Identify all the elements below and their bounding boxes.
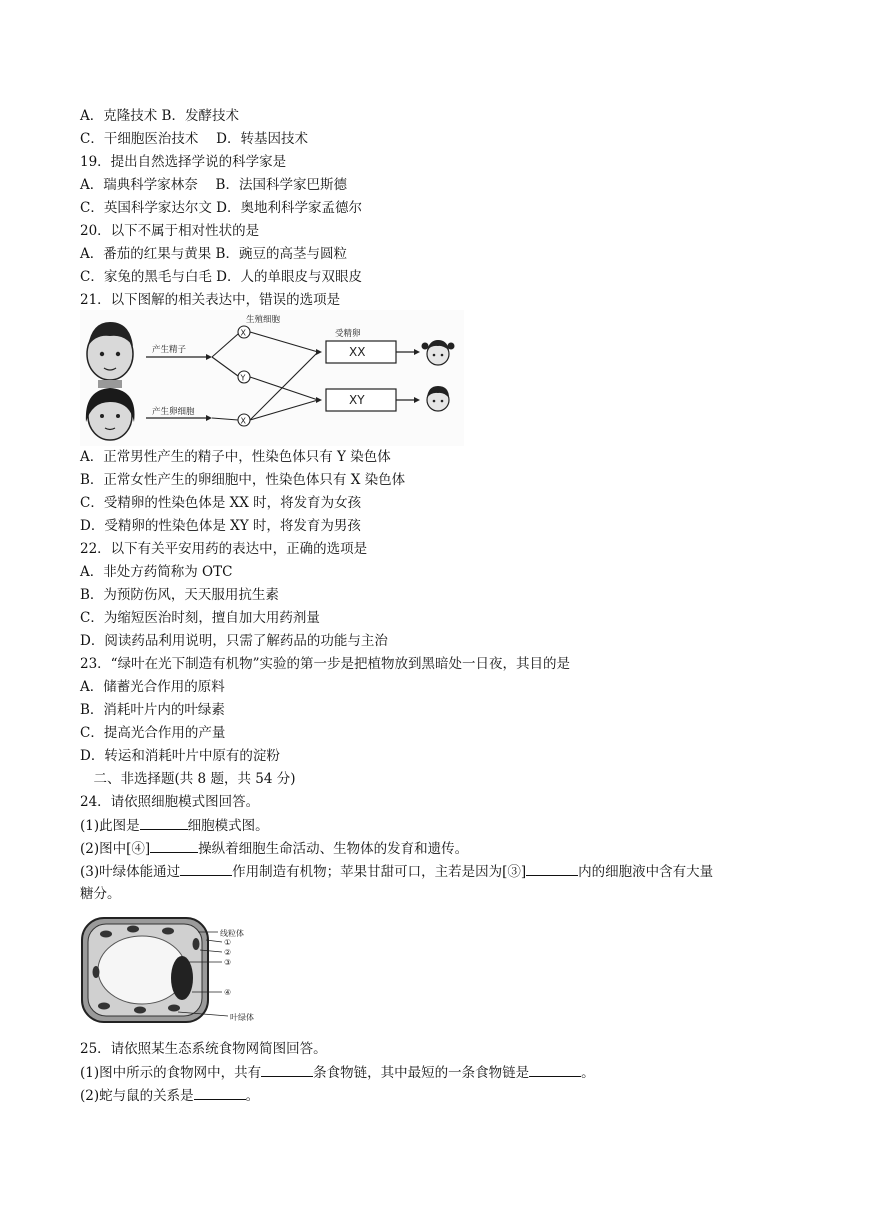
q22-option-c: C．为缩短医治时刻，擅自加大用药剂量 <box>80 610 320 626</box>
boy-face-icon <box>427 386 449 411</box>
q21-stem: 21．以下图解的相关表达中，错误的选项是 <box>80 292 341 308</box>
q24-blank-4[interactable] <box>526 861 578 876</box>
sex-determination-figure <box>80 310 464 446</box>
plant-cell-figure <box>78 912 268 1030</box>
zygote-xy-box: XY <box>349 393 365 407</box>
q23-option-c: C．提高光合作用的产量 <box>80 725 226 741</box>
q24-part3-continued: 糖分。 <box>80 886 121 902</box>
q24-part3 <box>80 861 713 882</box>
q24-blank-1[interactable] <box>140 815 188 830</box>
label-3: ③ <box>224 958 232 967</box>
label-2: ② <box>224 948 232 957</box>
q24-stem: 24．请依照细胞模式图回答。 <box>80 794 260 810</box>
q19-options-ab: A．瑞典科学家林奈 B．法国科学家巴斯德 <box>80 177 347 193</box>
q24-part3-suffix: 内的细胞液中含有大量 <box>578 864 714 880</box>
germ-cell-label: 生殖细胞 <box>246 315 281 325</box>
q22-option-d: D．阅读药品利用说明，只需了解药品的功能与主治 <box>80 633 388 649</box>
mitochondria-label: 线粒体 <box>220 929 244 938</box>
produce-sperm-label: 产生精子 <box>152 345 187 355</box>
q24-part1 <box>80 815 269 836</box>
q25-part1 <box>80 1062 595 1083</box>
q25-part1-suffix: 。 <box>581 1065 595 1081</box>
q21-option-b: B．正常女性产生的卵细胞中，性染色体只有 X 染色体 <box>80 472 406 488</box>
q23-stem: 23．“绿叶在光下制造有机物”实验的第一步是把植物放到黑暗处一日夜，其目的是 <box>80 656 570 672</box>
q21-option-c: C．受精卵的性染色体是 XX 时，将发育为女孩 <box>80 495 362 511</box>
q25-part2-prefix: (2)蛇与鼠的关系是 <box>80 1088 194 1104</box>
q23-option-a: A．储蓄光合作用的原料 <box>80 679 225 695</box>
q24-blank-3[interactable] <box>180 861 232 876</box>
q24-part2-suffix: 操纵着细胞生命活动、生物体的发育和遗传。 <box>198 841 469 857</box>
q21-option-d: D．受精卵的性染色体是 XY 时，将发育为男孩 <box>80 518 361 534</box>
egg-x-cell: X <box>240 416 246 426</box>
q25-part2-suffix: 。 <box>245 1088 260 1104</box>
label-1: ① <box>224 938 232 947</box>
zygote-xx-box: XX <box>349 345 366 359</box>
q24-part2-prefix: (2)图中[④] <box>80 841 151 857</box>
q23-option-d: D．转运和消耗叶片中原有的淀粉 <box>80 748 280 764</box>
q19-stem: 19．提出自然选择学说的科学家是 <box>80 154 287 170</box>
q23-option-b: B．消耗叶片内的叶绿素 <box>80 702 225 718</box>
q21-option-a: A．正常男性产生的精子中，性染色体只有 Y 染色体 <box>80 449 391 465</box>
q19-options-cd: C．英国科学家达尔文 D．奥地利科学家孟德尔 <box>80 200 362 216</box>
q20-stem: 20．以下不属于相对性状的是 <box>80 223 260 239</box>
q22-option-b: B．为预防伤风，天天服用抗生素 <box>80 587 279 603</box>
sperm-y-cell: Y <box>240 373 246 383</box>
q20-options-ab: A．番茄的红果与黄果 B．豌豆的高茎与圆粒 <box>80 246 347 262</box>
chloroplast-label: 叶绿体 <box>230 1013 254 1022</box>
q24-part3-prefix: (3)叶绿体能通过 <box>80 864 181 880</box>
q25-blank-1[interactable] <box>261 1062 313 1077</box>
sperm-x-cell: X <box>240 328 246 338</box>
q25-part1-prefix: (1)图中所示的食物网中，共有 <box>80 1065 262 1081</box>
q22-stem: 22．以下有关平安用药的表达中，正确的选项是 <box>80 541 368 557</box>
q24-blank-2[interactable] <box>150 838 198 853</box>
section-two-heading: 二、非选择题(共 8 题，共 54 分) <box>80 771 296 787</box>
q25-stem: 25．请依照某生态系统食物网简图回答。 <box>80 1041 327 1057</box>
q25-blank-2[interactable] <box>529 1062 581 1077</box>
q24-part2 <box>80 838 468 859</box>
q24-part3-middle: 作用制造有机物；苹果甘甜可口，主若是因为[③] <box>232 864 527 880</box>
q20-options-cd: C．家兔的黑毛与白毛 D．人的单眼皮与双眼皮 <box>80 269 362 285</box>
q18-options-ab: A．克隆技术 B．发酵技术 <box>80 108 239 124</box>
label-4: ④ <box>224 988 232 997</box>
q24-part1-prefix: (1)此图是 <box>80 818 140 834</box>
q24-part1-suffix: 细胞模式图。 <box>187 818 269 834</box>
q18-options-cd: C．干细胞医治技术 D．转基因技术 <box>80 131 308 147</box>
q25-part2 <box>80 1085 259 1106</box>
woman-face-icon <box>86 388 135 440</box>
produce-egg-label: 产生卵细胞 <box>152 407 195 417</box>
q25-blank-3[interactable] <box>194 1085 246 1100</box>
q22-option-a: A．非处方药简称为 OTC <box>80 564 233 580</box>
zygote-label: 受精卵 <box>335 329 361 339</box>
q25-part1-middle: 条食物链，其中最短的一条食物链是 <box>313 1065 530 1081</box>
